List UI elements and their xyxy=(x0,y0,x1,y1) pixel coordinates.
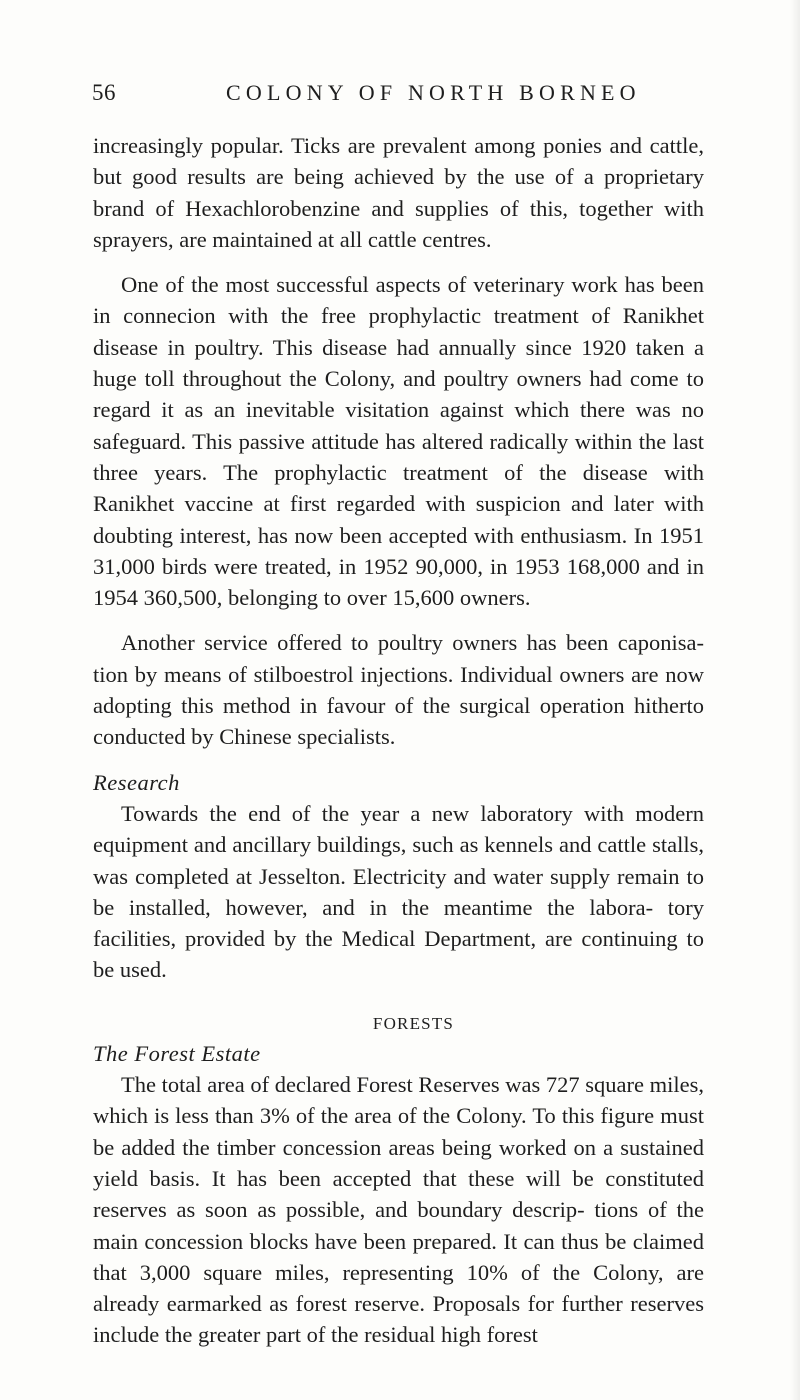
paragraph-ranikhet: One of the most successful aspects of veterinary work has been in connecion with the free prophylactic treatment of Ranikhet disease in poultry. This disease had annually since 1920 taken a huge toll throughout the Colony, and poultry owners had come to regard it as an inevitable visitation against which there was no safeguard. This passive attitude has altered radically within the last three years. The prophylactic treatment of the disease with Ranikhet vaccine at first regarded with suspicion and later with doubting interest, has now been accepted with enthusiasm. In 1951 31,000 birds were treated, in 1952 90,000, in 1953 168,000 and in 1954 360,500, belonging to over 15,600 owners. xyxy=(93,272,704,611)
page-number: 56 xyxy=(92,80,116,105)
running-title: COLONY OF NORTH BORNEO xyxy=(226,80,641,105)
paragraph-forest-estate: The total area of declared Forest Reserves was 727 square miles, which is less than 3% of the area of the Colony. To this figure must be added the timber concession areas being worked on a sustained yield basis. It has been accepted that these will be constituted reserves as soon as possible, and boundary descrip- tions of the main concession blocks have been prepared. It can thus be claimed that 3,000 square miles, representing 10% of the Colony, are already earmarked as forest reserve. Proposals for further reserves include the greater part of the residual high forest xyxy=(93,1072,704,1348)
page-edge-shadow xyxy=(790,0,800,1400)
forests-heading: FORESTS xyxy=(372,1013,455,1033)
page-body xyxy=(93,130,704,1351)
forest-estate-heading: The Forest Estate xyxy=(93,1040,261,1066)
paragraph-caponisation: Another service offered to poultry owners has been caponisa- tion by means of stilboestrol injections. Individual owners are now adopting this method in favour of the surgical operation hitherto conducted by Chinese specialists. xyxy=(93,630,704,750)
research-heading: Research xyxy=(93,769,180,795)
paragraph-ticks: increasingly popular. Ticks are prevalent among ponies and cattle, but good results are being achieved by the use of a proprietary brand of Hexachlorobenzine and supplies of this, together with sprayers, are maintained at all cattle centres. xyxy=(93,133,704,252)
page-header xyxy=(92,80,712,114)
paragraph-research: Towards the end of the year a new laboratory with modern equipment and ancillary buildings, such as kennels and cattle stalls, was completed at Jesselton. Electricity and water supply remain to be installed, however, and in the meantime the labora- tory facilities, provided by the Medical Department, are continuing to be used. xyxy=(93,800,704,983)
